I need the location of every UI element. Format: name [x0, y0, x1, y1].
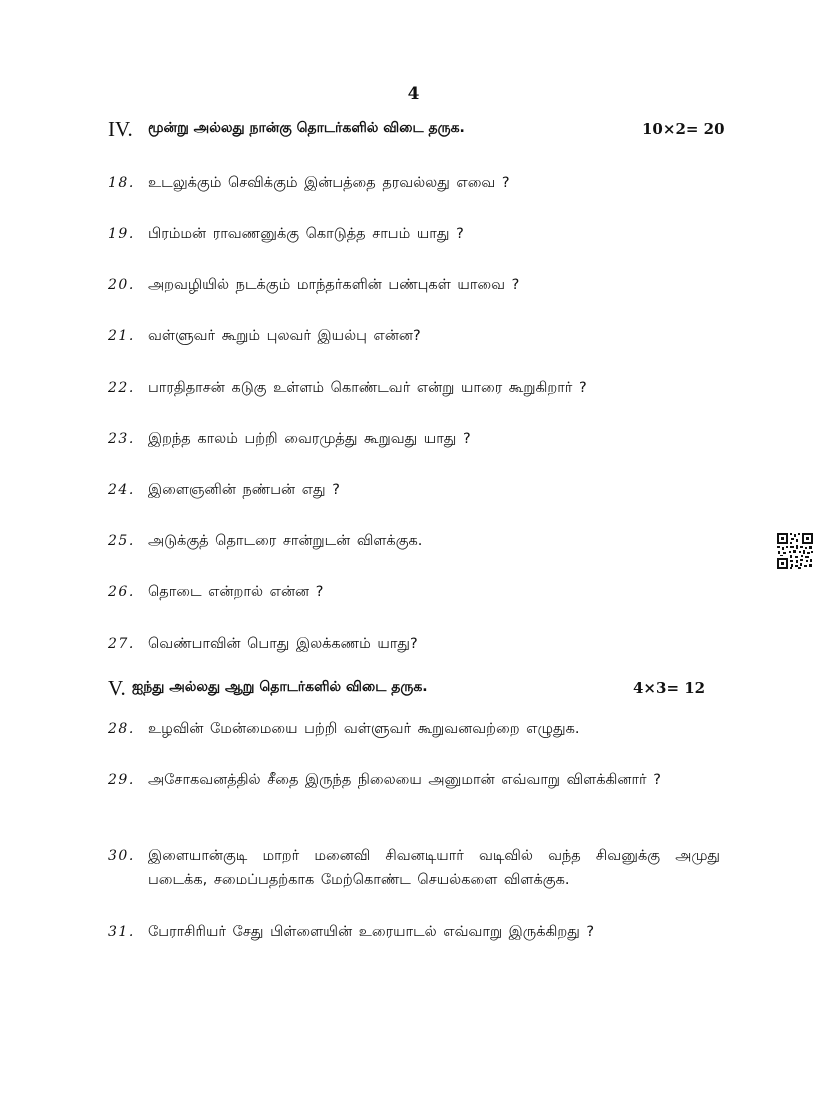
question-number: 25. [108, 533, 135, 549]
question-18 [108, 171, 720, 195]
question-number: 29. [108, 772, 135, 788]
section-roman-numeral: V. [108, 676, 126, 700]
question-21 [108, 324, 720, 348]
question-number: 26. [108, 584, 135, 600]
section-marks: 4×3= 12 [633, 679, 706, 697]
question-30 [108, 844, 720, 892]
page-number: 4 [407, 84, 420, 104]
question-text: அறவழியில் நடக்கும் மாந்தர்களின் பண்புகள் யாவை ? [148, 277, 520, 293]
question-22 [108, 376, 720, 400]
qr-code [776, 532, 814, 570]
question-text: அடுக்குத் தொடரை சான்றுடன் விளக்குக. [148, 533, 423, 549]
question-26 [108, 580, 720, 604]
section-header-iv [108, 117, 725, 143]
question-number: 30. [108, 848, 135, 864]
question-31 [108, 920, 720, 944]
question-24 [108, 478, 720, 502]
question-text: பிரம்மன் ராவணனுக்கு கொடுத்த சாபம் யாது ? [148, 226, 464, 242]
question-number: 20. [108, 277, 135, 293]
section-instruction: ஐந்து அல்லது ஆறு தொடர்களில் விடை தருக. [132, 679, 428, 695]
question-number: 23. [108, 431, 135, 447]
question-20 [108, 273, 720, 297]
section-roman-numeral: IV. [108, 117, 133, 141]
question-text: வள்ளுவர் கூறும் புலவர் இயல்பு என்ன? [148, 328, 421, 344]
question-number: 18. [108, 175, 135, 191]
question-text: வெண்பாவின் பொது இலக்கணம் யாது? [148, 636, 418, 652]
question-text: பாரதிதாசன் கடுகு உள்ளம் கொண்டவர் என்று யாரை கூறுகிறார் ? [148, 380, 587, 396]
question-28 [108, 717, 720, 741]
question-text: பேராசிரியர் சேது பிள்ளையின் உரையாடல் எவ்வாறு இருக்கிறது ? [148, 924, 595, 940]
question-number: 21. [108, 328, 135, 344]
question-number: 28. [108, 721, 135, 737]
question-text: அசோகவனத்தில் சீதை இருந்த நிலையை அனுமான் எவ்வாறு விளக்கினார் ? [148, 772, 661, 788]
question-23 [108, 427, 720, 451]
section-header-v [108, 676, 720, 702]
question-number: 19. [108, 226, 135, 242]
question-text: உழவின் மேன்மையை பற்றி வள்ளுவர் கூறுவனவற்றை எழுதுக. [148, 721, 580, 737]
section-instruction: மூன்று அல்லது நான்கு தொடர்களில் விடை தருக. [148, 120, 465, 136]
question-text: தொடை என்றால் என்ன ? [148, 584, 324, 600]
question-text: இளைஞனின் நண்பன் எது ? [148, 482, 340, 498]
question-19 [108, 222, 720, 246]
question-number: 31. [108, 924, 135, 940]
question-number: 24. [108, 482, 135, 498]
question-number: 27. [108, 636, 135, 652]
question-text: உடலுக்கும் செவிக்கும் இன்பத்தை தரவல்லது எவை ? [148, 175, 510, 191]
question-29 [108, 768, 720, 792]
question-text: இளையான்குடி மாறர் மனைவி சிவனடியார் வடிவில் வந்த சிவனுக்கு அமுது படைக்க, சமைப்பதற்காக மேற்கொண்ட செயல்களை விளக்குக. [148, 848, 720, 888]
question-text: இறந்த காலம் பற்றி வைரமுத்து கூறுவது யாது ? [148, 431, 471, 447]
question-number: 22. [108, 380, 135, 396]
section-marks: 10×2= 20 [642, 120, 725, 138]
question-25 [108, 529, 720, 553]
question-27 [108, 632, 720, 656]
